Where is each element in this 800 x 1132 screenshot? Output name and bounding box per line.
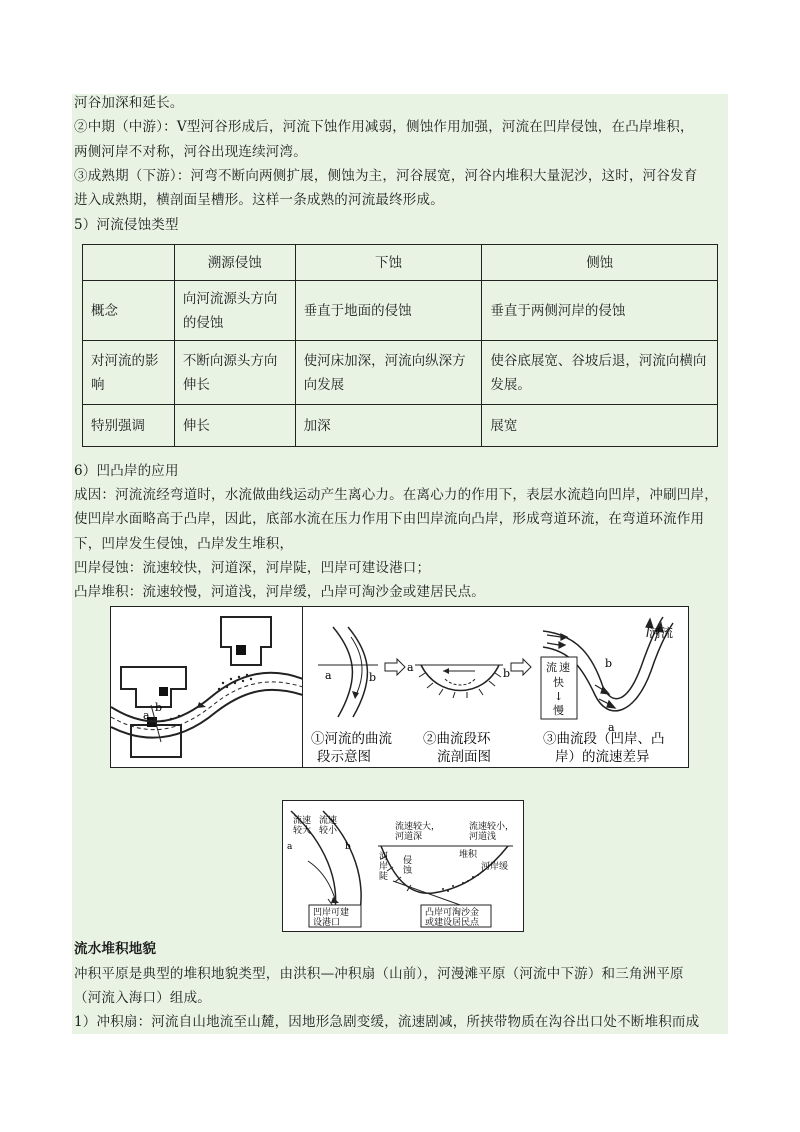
speed-arrow: ↓ (554, 690, 564, 703)
panel3-label-b: b (605, 657, 613, 670)
river-label: 河流 (649, 626, 674, 640)
label-b: b (155, 701, 163, 714)
fast-label: 较大 (293, 826, 312, 836)
profile-a: a (287, 842, 293, 852)
text-line: 两侧河岸不对称，河谷出现连续河湾。 (74, 144, 307, 160)
section-heading-deposition: 流水堆积地貌 (74, 941, 157, 957)
port-label: 凹岸可建 (313, 908, 350, 918)
erosion-types-table (82, 244, 718, 447)
text-line: 使凹岸水面略高于凸岸，因此，底部水流在压力作用下由凹岸流向凸岸，形成弯道环流，在弯道环流作用 (74, 511, 705, 527)
table-cell: 特别强调 (83, 405, 175, 447)
table-cell: 展宽 (482, 405, 718, 447)
caption-2: ②曲流段环 (423, 731, 491, 747)
text-line: 进入成熟期，横剖面呈槽形。这样一条成熟的河流最终形成。 (74, 192, 444, 208)
speed-text: 快 (553, 676, 564, 689)
deposit-label: 堆积 (459, 850, 478, 860)
table-header-row (83, 245, 718, 281)
shallow-label: 流速较小， (469, 822, 515, 832)
bank-profile-illustration (283, 801, 523, 931)
table-cell (83, 245, 175, 281)
meander-process-illustration (303, 607, 688, 767)
steep-label: 岸 (379, 862, 389, 872)
slow-label: 较小 (319, 826, 338, 836)
text-line: 1）冲积扇：河流自山地流至山麓，因地形急剧变缓，流速剧减，所挟带物质在沟谷出口处不断堆积而成 (74, 1014, 700, 1030)
table-cell: 使河床加深，河流向纵深方向发展 (295, 341, 482, 405)
section-heading: 5）河流侵蚀类型 (74, 217, 179, 233)
caption-1: 段示意图 (317, 749, 371, 765)
table-cell: 对河流的影响 (83, 341, 175, 405)
caption-3: ③曲流段（凹岸、凸 (543, 731, 665, 747)
text-line: 成因：河流流经弯道时，水流做曲线运动产生离心力。在离心力的作用下，表层水流趋向凹岸，冲刷凹岸， (74, 487, 718, 503)
port-label: 设港口 (313, 918, 341, 928)
deep-label: 河道深 (395, 832, 423, 842)
meander-map-illustration (111, 607, 303, 767)
caption-1: ①河流的曲流 (311, 731, 392, 747)
text-line: 河谷加深和延长。 (74, 95, 184, 111)
bank-profile-figure (282, 800, 524, 932)
settle-label: 凸岸可淘沙金 (425, 908, 480, 918)
erode-label: 蚀 (403, 866, 413, 876)
shallow-label: 河道浅 (469, 832, 497, 842)
table-cell: 垂直于地面的侵蚀 (295, 281, 482, 341)
caption-3: 岸）的流速差异 (555, 749, 650, 765)
table-header-cell: 侧蚀 (482, 245, 718, 281)
text-line: 下，凹岸发生侵蚀，凸岸发生堆积， (74, 536, 294, 552)
deep-label: 流速较大， (395, 822, 441, 832)
panel2-label-a: a (407, 661, 414, 674)
profile-b: b (345, 842, 351, 852)
table-header-cell: 下蚀 (295, 245, 482, 281)
text-line: ③成熟期（下游）：河弯不断向两侧扩展，侧蚀为主，河谷展宽，河谷内堆积大量泥沙，这时，河谷发育 (74, 168, 698, 184)
caption-2: 流剖面图 (437, 749, 491, 765)
label-a: a (143, 709, 150, 722)
settle-label: 或建设居民点 (425, 918, 480, 928)
table-row (83, 341, 718, 405)
table-cell: 不断向源头方向伸长 (174, 341, 295, 405)
panel3-label-a: a (608, 721, 615, 734)
panel1-label-a: a (325, 669, 332, 682)
table-cell: 伸长 (174, 405, 295, 447)
table-row (83, 281, 718, 341)
table-cell: 垂直于两侧河岸的侵蚀 (482, 281, 718, 341)
text-line: 冲积平原是典型的堆积地貌类型，由洪积—冲积扇（山前），河漫滩平原（河流中下游）和三角洲平原 (74, 966, 684, 982)
speed-text: 速 (559, 661, 570, 674)
table-cell: 向河流源头方向的侵蚀 (174, 281, 295, 341)
slow-label: 流速 (319, 816, 338, 826)
table-cell: 概念 (83, 281, 175, 341)
text-line: 凸岸堆积：流速较慢，河道浅，河岸缓，凸岸可淘沙金或建居民点。 (74, 584, 485, 600)
table-header-cell: 溯源侵蚀 (174, 245, 295, 281)
fast-label: 流速 (293, 816, 312, 826)
speed-text: 慢 (553, 704, 564, 717)
table-row (83, 405, 718, 447)
panel2-label-b: b (503, 667, 511, 680)
text-line: （河流入海口）组成。 (74, 990, 211, 1006)
meander-map-figure (110, 606, 304, 768)
speed-text: 流 (546, 661, 557, 674)
steep-label: 陡 (379, 872, 389, 882)
table-cell: 使谷底展宽、谷坡后退，河流向横向发展。 (482, 341, 718, 405)
text-line: ②中期（中游）：V型河谷形成后，河流下蚀作用减弱，侧蚀作用加强，河流在凹岸侵蚀，在凸岸堆积， (74, 119, 694, 135)
steep-label: 河 (379, 852, 389, 862)
gentle-label: 河岸缓 (481, 862, 509, 872)
panel1-label-b: b (369, 671, 377, 684)
table-cell: 加深 (295, 405, 482, 447)
meander-process-figure (302, 606, 689, 768)
section-heading: 6）凹凸岸的应用 (74, 463, 179, 479)
erode-label: 侵 (403, 856, 413, 866)
text-line: 凹岸侵蚀：流速较快，河道深，河岸陡，凹岸可建设港口； (74, 560, 431, 576)
